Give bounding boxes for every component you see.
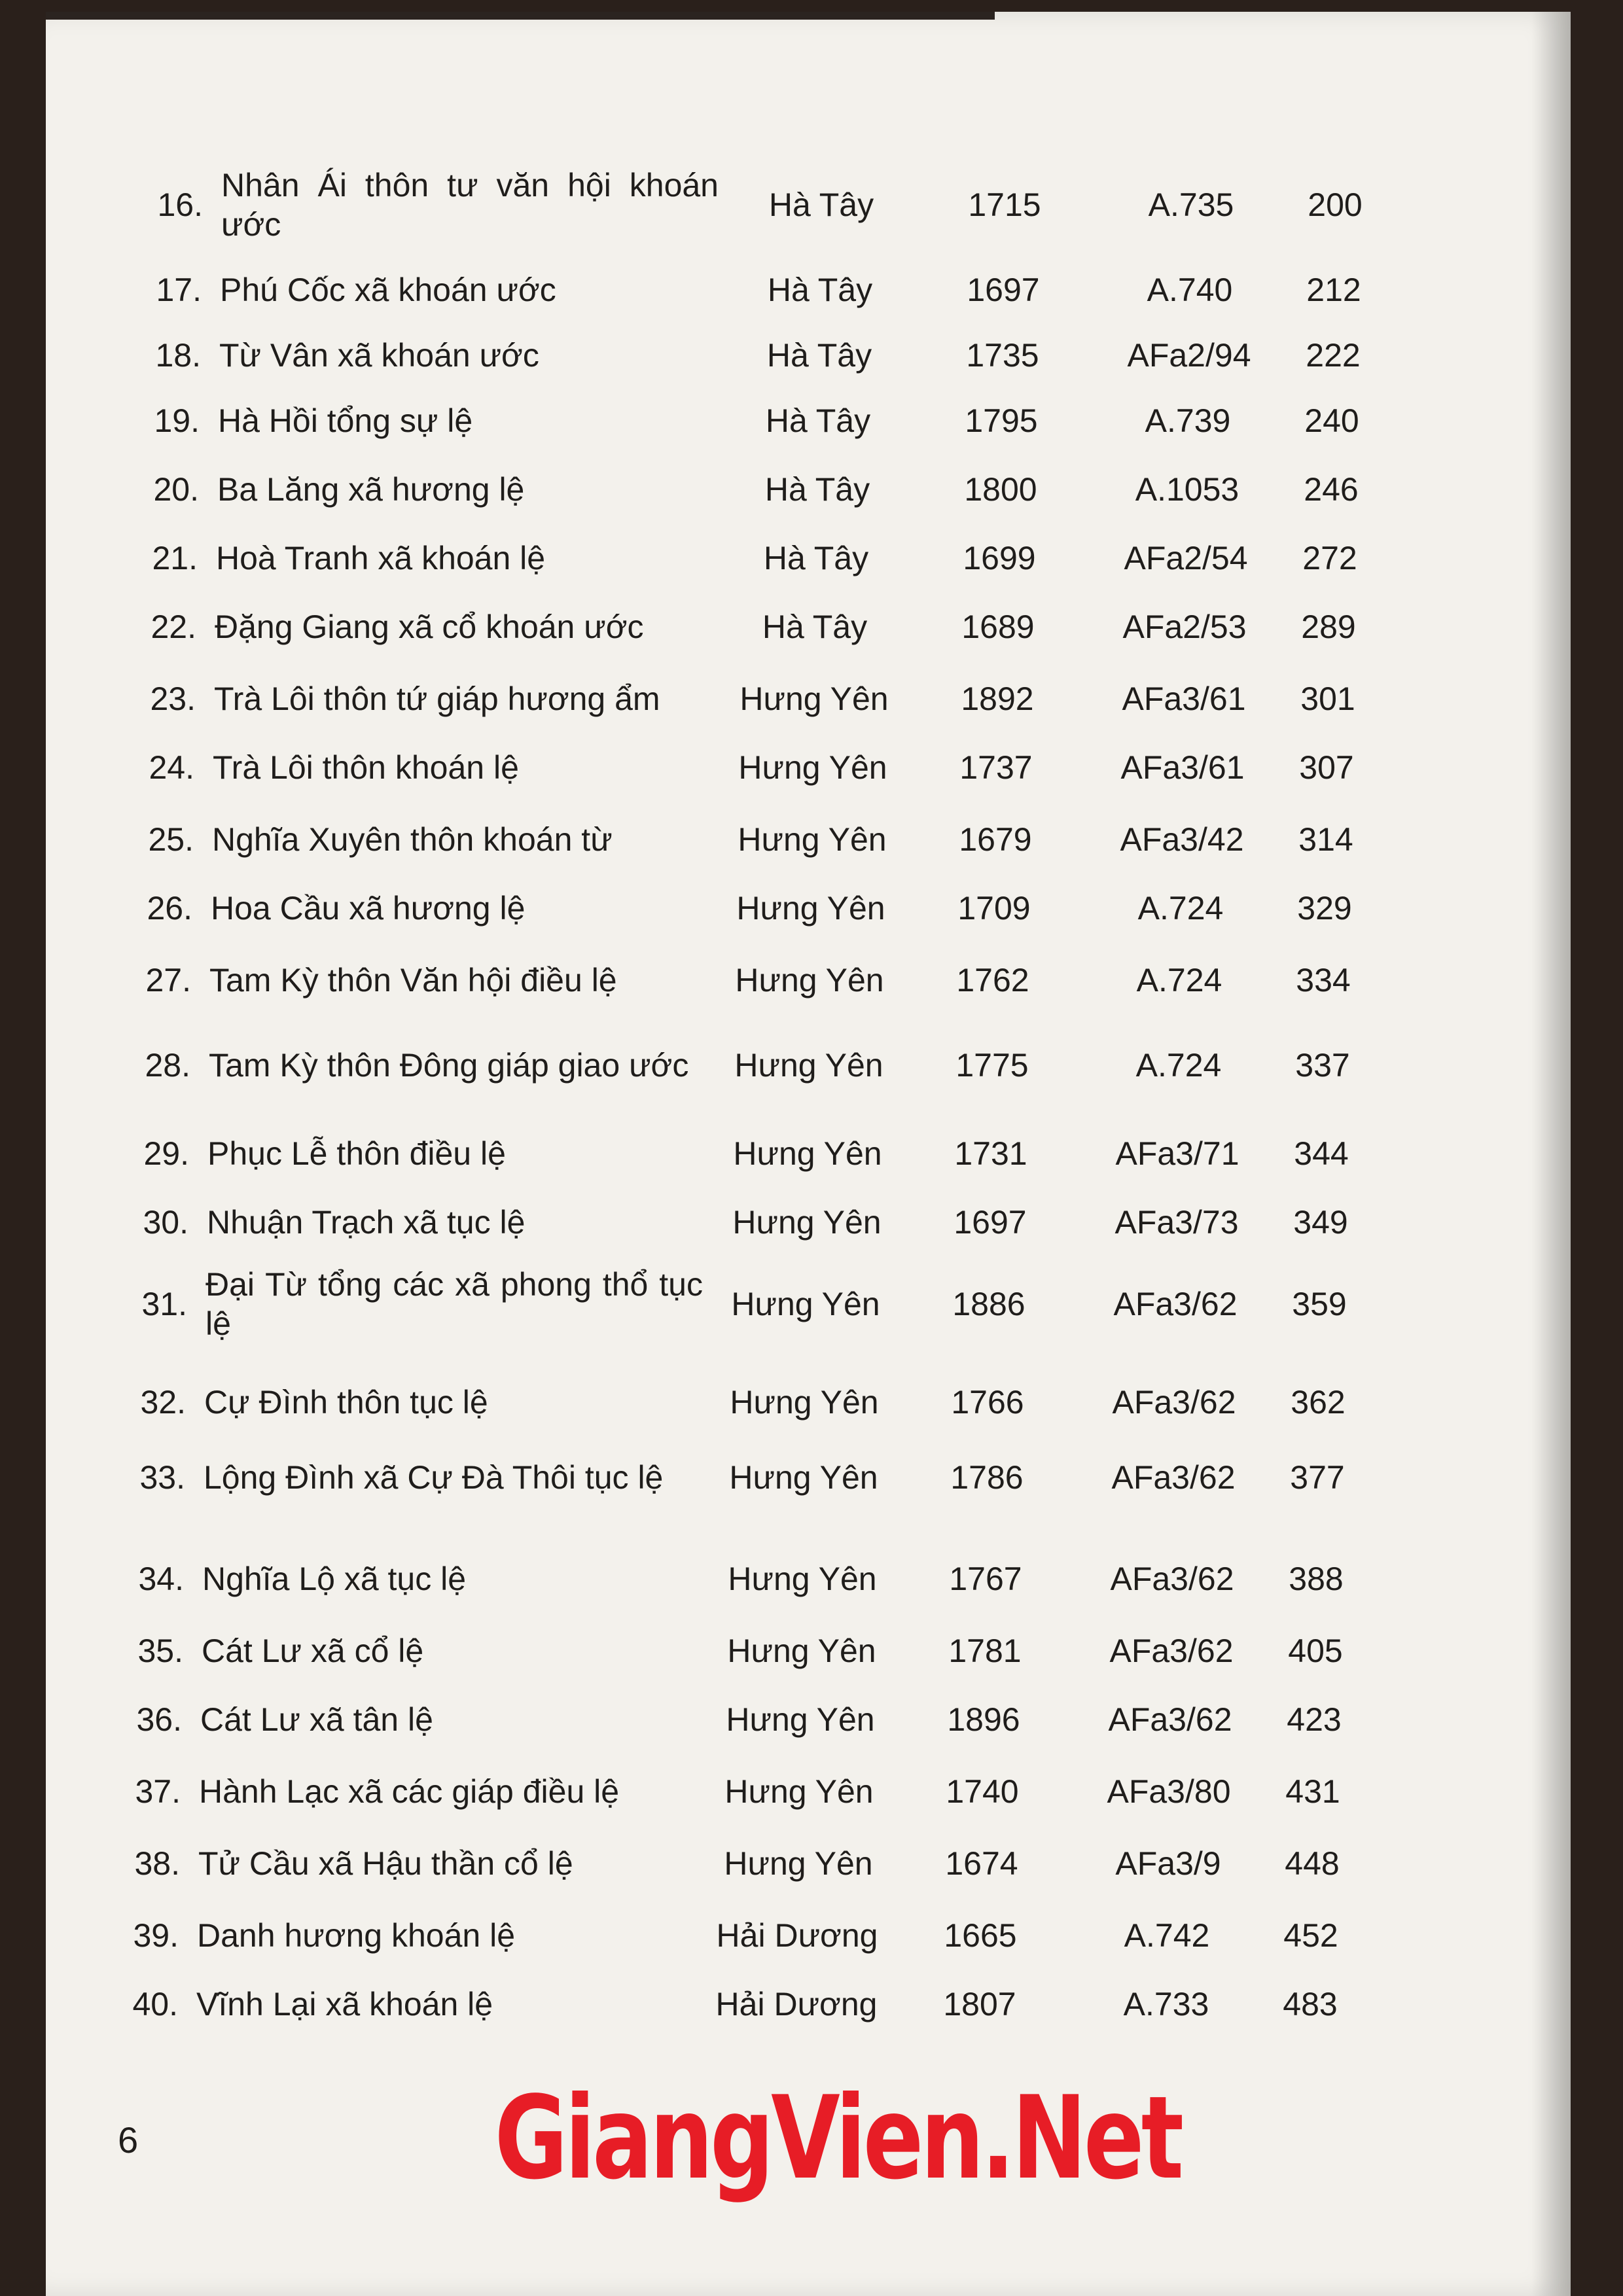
entry-page: 359 [1292,1286,1347,1322]
entry-code: AFa3/62 [1112,1384,1236,1421]
entry-number: 38. [134,1845,180,1882]
entry-title: Hà Hồi tổng sự lệ [218,402,473,439]
entry-year: 1735 [966,337,1039,374]
entry-page: 334 [1296,962,1351,998]
entry-page: 448 [1285,1845,1340,1882]
entry-number: 16. [157,186,203,223]
entry-year: 1679 [959,821,1032,858]
entry-number: 26. [147,890,192,927]
entry-page: 289 [1301,609,1356,645]
entry-title: Lộng Đình xã Cự Đà Thôi tục lệ [204,1459,664,1496]
entry-title: Từ Vân xã khoán ước [219,337,539,374]
table-row [46,453,1571,525]
entry-year: 1795 [965,402,1038,439]
table-row [46,804,1571,875]
entry-page: 431 [1285,1773,1340,1810]
entry-year: 1697 [967,272,1040,308]
entry-province: Hà Tây [766,337,872,374]
entry-code: AFa3/61 [1122,680,1246,717]
entry-province: Hưng Yên [736,890,885,927]
entry-number: 24. [149,749,194,786]
entry-page: 212 [1306,272,1361,308]
entry-page: 423 [1287,1701,1342,1738]
entry-title: Cát Lư xã cổ lệ [202,1633,424,1669]
entry-title: Trà Lôi thôn khoán lệ [213,749,519,786]
entry-code: AFa3/71 [1115,1135,1240,1172]
entry-code: AFa3/42 [1120,821,1244,858]
entry-province: Hưng Yên [728,1561,877,1597]
table-row [46,1615,1571,1687]
entry-page: 349 [1293,1204,1348,1241]
entry-page: 222 [1306,337,1361,374]
entry-page: 362 [1291,1384,1346,1421]
entry-code: A.724 [1137,890,1224,927]
entry-page: 246 [1304,471,1359,508]
table-row [46,522,1571,594]
table-row [46,591,1571,663]
entry-code: A.742 [1124,1917,1210,1954]
entry-year: 1775 [955,1047,1029,1084]
entry-page: 329 [1297,890,1352,927]
table-row [46,944,1571,1016]
entry-code: AFa2/94 [1127,337,1251,374]
top-edge-shadow [46,12,995,20]
entry-number: 37. [135,1773,181,1810]
entry-page: 307 [1299,749,1354,786]
entry-number: 28. [145,1047,190,1084]
entry-code: AFa3/80 [1107,1773,1231,1810]
watermark-logo: GiangVien.Net [494,2072,1181,2205]
entry-year: 1699 [963,540,1036,576]
entry-code: AFa3/62 [1110,1561,1234,1597]
entry-page: 483 [1283,1986,1338,2022]
table-row [46,1684,1571,1756]
entry-province: Hưng Yên [738,749,887,786]
entry-year: 1665 [944,1917,1017,1954]
entry-year: 1697 [954,1204,1027,1241]
entry-title: Nhân Ái thôn tư văn hội khoán ước [221,167,719,243]
entry-title: Hoa Cầu xã hương lệ [211,890,526,927]
entry-page: 337 [1295,1047,1350,1084]
table-row [46,385,1571,457]
entry-title: Hoà Tranh xã khoán lệ [216,540,546,576]
entry-province: Hà Tây [763,540,869,576]
table-row [46,1828,1571,1899]
entry-number: 25. [148,821,194,858]
table-row [46,1899,1571,1971]
entry-number: 35. [137,1633,183,1669]
entry-number: 36. [136,1701,182,1738]
entry-number: 21. [152,540,198,576]
entry-province: Hưng Yên [727,1633,876,1669]
entry-code: A.724 [1135,1047,1222,1084]
entry-number: 22. [151,609,196,645]
entry-province: Hưng Yên [730,1384,879,1421]
entry-province: Hà Tây [764,471,870,508]
entry-year: 1715 [968,186,1041,223]
entry-title: Ba Lăng xã hương lệ [217,471,525,508]
entry-page: 377 [1290,1459,1345,1496]
entry-province: Hưng Yên [729,1459,878,1496]
table-row [46,1366,1571,1438]
table-row [46,319,1571,391]
entry-title: Đặng Giang xã cổ khoán ước [215,609,644,645]
entry-province: Hưng Yên [724,1845,873,1882]
entry-title: Nhuận Trạch xã tục lệ [207,1204,526,1241]
table-row [46,663,1571,735]
entry-year: 1807 [943,1986,1016,2022]
entry-title: Phú Cốc xã khoán ước [220,272,556,308]
entry-province: Hưng Yên [735,962,884,998]
entry-code: AFa3/73 [1115,1204,1239,1241]
table-row [46,732,1571,804]
entry-number: 18. [155,337,201,374]
entry-year: 1689 [961,609,1035,645]
entry-number: 23. [150,680,196,717]
page-number: 6 [118,2119,139,2161]
entry-year: 1674 [945,1845,1018,1882]
entry-year: 1766 [951,1384,1024,1421]
table-row [46,1258,1571,1350]
table-row [46,254,1571,326]
entry-code: AFa3/61 [1120,749,1245,786]
entry-province: Hưng Yên [731,1286,880,1322]
entry-province: Hà Tây [768,186,874,223]
entry-code: AFa3/62 [1111,1459,1236,1496]
entry-number: 19. [154,402,200,439]
entry-page: 240 [1304,402,1359,439]
entry-code: A.740 [1147,272,1233,308]
entry-page: 452 [1283,1917,1338,1954]
entry-title: Phục Lễ thôn điều lệ [207,1135,506,1172]
table-row [46,1186,1571,1258]
entry-province: Hà Tây [762,609,868,645]
table-row [46,1432,1571,1523]
entry-number: 33. [139,1459,185,1496]
entry-title: Danh hương khoán lệ [197,1917,516,1954]
entry-title: Tam Kỳ thôn Đông giáp giao ước [209,1047,689,1084]
entry-title: Trà Lôi thôn tứ giáp hương ẩm [214,680,660,717]
entry-title: Tử Cầu xã Hậu thần cổ lệ [198,1845,573,1882]
entry-number: 40. [132,1986,178,2022]
entry-year: 1786 [950,1459,1024,1496]
entry-year: 1767 [949,1561,1022,1597]
entry-number: 29. [143,1135,189,1172]
entry-year: 1762 [956,962,1029,998]
entry-page: 388 [1289,1561,1344,1597]
entry-title: Nghĩa Lộ xã tục lệ [202,1561,467,1597]
entry-number: 39. [133,1917,179,1954]
table-row [46,872,1571,944]
entry-province: Hà Tây [765,402,871,439]
entry-province: Hưng Yên [738,821,887,858]
entry-page: 200 [1308,186,1363,223]
entry-province: Hải Dương [715,1986,878,2022]
book-page [46,12,1571,2296]
entry-province: Hưng Yên [740,680,889,717]
entry-page: 344 [1294,1135,1349,1172]
entry-code: A.733 [1123,1986,1209,2022]
table-row [46,1543,1571,1615]
entry-code: AFa2/53 [1122,609,1247,645]
table-row [46,159,1571,251]
entry-title: Hành Lạc xã các giáp điều lệ [199,1773,620,1810]
entry-year: 1781 [948,1633,1022,1669]
entry-number: 31. [141,1286,187,1322]
entry-code: A.724 [1136,962,1222,998]
entry-title: Vĩnh Lại xã khoán lệ [196,1986,493,2022]
entry-code: A.1053 [1135,471,1240,508]
entry-number: 27. [145,962,191,998]
entry-code: A.735 [1148,186,1234,223]
entry-title: Tam Kỳ thôn Văn hội điều lệ [209,962,617,998]
entry-code: AFa3/62 [1109,1633,1234,1669]
entry-number: 20. [153,471,199,508]
entry-year: 1737 [959,749,1033,786]
entry-code: A.739 [1145,402,1231,439]
entry-province: Hưng Yên [734,1047,883,1084]
entry-province: Hưng Yên [733,1135,882,1172]
entry-number: 17. [156,272,202,308]
entry-code: AFa2/54 [1124,540,1248,576]
entry-number: 32. [140,1384,186,1421]
entry-province: Hà Tây [767,272,873,308]
entry-code: AFa3/9 [1115,1845,1221,1882]
entry-province: Hưng Yên [726,1701,875,1738]
entry-code: AFa3/62 [1113,1286,1238,1322]
entry-page: 314 [1298,821,1353,858]
entry-title: Cự Đình thôn tục lệ [204,1384,488,1421]
entry-year: 1892 [961,680,1034,717]
table-row [46,1019,1571,1111]
entry-year: 1800 [964,471,1037,508]
entry-title: Cát Lư xã tân lệ [200,1701,433,1738]
entry-number: 34. [138,1561,184,1597]
entry-page: 301 [1300,680,1355,717]
entry-year: 1896 [947,1701,1020,1738]
entry-year: 1709 [957,890,1031,927]
table-row [46,1118,1571,1190]
entry-title: Đại Từ tổng các xã phong thổ tục lệ [205,1266,703,1342]
entry-code: AFa3/62 [1108,1701,1232,1738]
table-row [46,1968,1571,2040]
entry-title: Nghĩa Xuyên thôn khoán từ [212,821,613,858]
entry-province: Hưng Yên [732,1204,882,1241]
entry-province: Hưng Yên [724,1773,874,1810]
table-row [46,1756,1571,1828]
entry-number: 30. [143,1204,188,1241]
entry-year: 1731 [954,1135,1027,1172]
entry-year: 1886 [952,1286,1026,1322]
entry-page: 272 [1302,540,1357,576]
entry-year: 1740 [946,1773,1019,1810]
entry-province: Hải Dương [716,1917,878,1954]
entry-page: 405 [1288,1633,1343,1669]
